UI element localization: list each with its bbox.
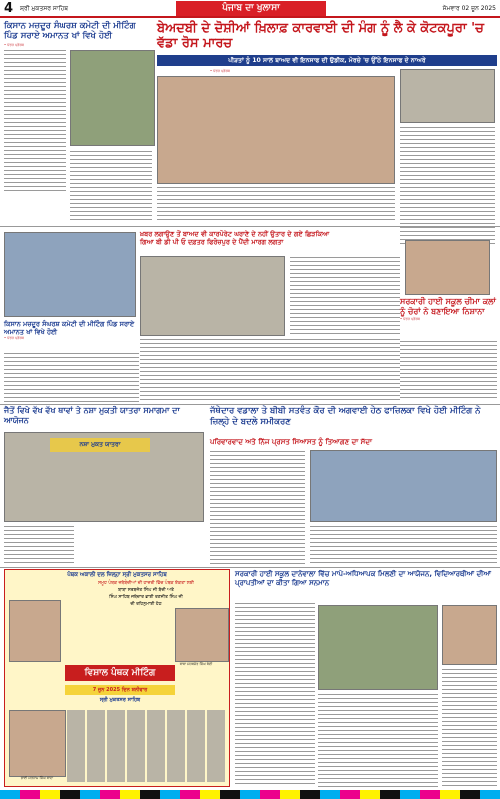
ad-intro-4: ਦੀ ਰਹਿਨੁਮਾਈ ਹੇਠ xyxy=(130,602,162,607)
headline: ਜੈਤੋਂ ਵਿਖੇ ਵੱਖ ਵੱਖ ਥਾਵਾਂ ਤੇ ਨਸ਼ਾ ਮੁਕਤੀ ਯਾਤਰਾ ਸਮਾਗਮਾ ਦਾ ਆਯੋਜਨ xyxy=(4,406,180,425)
byline: • ਪੱਤਰ ਪ੍ਰੇਰਕ xyxy=(400,317,420,321)
person-right-name: ਬਾਬਾ ਸਰਬਜੋਤ ਸਿੰਘ ਬੇਦੀ xyxy=(179,662,213,666)
byline: • ਪੱਤਰ ਪ੍ਰੇਰਕ xyxy=(4,336,24,340)
story-body xyxy=(400,340,497,400)
headline: ਕਿਸਾਨ ਮਜ਼ਦੂਰ ਸੰਘਰਸ਼ ਕਮੇਟੀ ਦੀ ਮੀਟਿੰਗ ਪਿੰਡ ਸਰਾਏ ਅਮਾਨਤ ਖਾਂ ਵਿਖੇ ਹੋਈ xyxy=(4,320,135,336)
masthead xyxy=(0,0,500,18)
page-number: 4 xyxy=(4,1,14,16)
story-body xyxy=(210,450,305,565)
section-title: ਪੰਜਾਬ ਦਾ ਖੁਲਾਸਾ xyxy=(176,1,326,16)
portrait-right xyxy=(175,608,229,662)
portrait-left xyxy=(9,600,61,662)
headline-line-2: ਗਿਆ ਬੀ ਡੀ ਪੀ ਓ ਦਫ਼ਤਰ ਫਿਰੋਜ਼ਪੁਰ ਦੇ ਪੈਂਦੀ ਮਾਰਗ ਲਗਤਾ xyxy=(140,238,284,246)
paper-name: ਸ਼੍ਰੀ ਮੁਕਤਸਰ ਸਾਹਿਬ xyxy=(20,5,69,12)
footer-bar xyxy=(0,790,500,799)
march-photo xyxy=(157,76,395,184)
story-body-2 xyxy=(70,150,152,220)
ad-intro-1: ਸਮੂਹ ਪੰਥਕ ਜਥੇਬੰਦੀਆਂ ਦੀ ਹਾਜ਼ਰੀ ਵਿੱਚ ਪੰਥਕ ਏਕਤਾ ਲਈ xyxy=(98,581,194,586)
story-body xyxy=(4,352,139,402)
ptm-photo xyxy=(318,605,438,690)
headline: ਸਰਕਾਰੀ ਹਾਈ ਸਕੂਲ ਦਾਨੇਵਾਲਾ ਵਿੱਚ ਮਾਪੇ-ਅਧਿਆਪਕ ਮਿਲਣੀ ਦਾ ਆਯੋਜਨ, ਵਿਦਿਆਰਥੀਆਂ ਦੀਆਂ ਪ੍ਰਾਪਤੀਆਂ ਦਾ ਕੀਤਾ ਗਿਆ ਸਨਮਾਨ xyxy=(235,570,491,587)
story-body-2 xyxy=(318,693,438,787)
headline: ਪਰਿਵਾਰਵਾਦ ਅਤੇ ਨਿੱਜ ਪ੍ਰਸਤ ਸਿਆਸਤ ਨੂੰ ਤਿਆਗਣ ਦਾ ਸੱਦਾ xyxy=(210,438,372,446)
reporter-photo xyxy=(405,240,490,295)
headline: ਬੇਅਦਬੀ ਦੇ ਦੋਸ਼ੀਆਂ ਖ਼ਿਲਾਫ਼ ਕਾਰਵਾਈ ਦੀ ਮੰਗ ਨੂੰ ਲੈ ਕੇ ਕੋਟਕਪੂਰਾ 'ਚ ਵੱਡਾ ਰੋਸ ਮਾਰਚ xyxy=(157,21,484,51)
story-school-walls xyxy=(400,297,497,337)
ad-intro-2: ਬਾਬਾ ਸਰਬਜੋਤ ਸਿੰਘ ਜੀ ਬੇਦੀ ਅਤੇ xyxy=(118,588,174,593)
pantic-meeting-ad xyxy=(4,569,230,787)
small-portrait xyxy=(442,605,497,665)
group-photo xyxy=(4,232,136,317)
story-jathedar xyxy=(210,406,497,438)
story-body xyxy=(4,49,66,194)
story-ptm xyxy=(235,570,497,600)
ad-title: ਵਿਸ਼ਾਲ ਪੰਥਕ ਮੀਟਿੰਗ xyxy=(65,665,175,681)
issue-date: ਸੋਮਵਾਰ 02 ਜੂਨ 2025 xyxy=(442,5,496,12)
march-photo-small xyxy=(400,69,495,123)
road-photo xyxy=(140,256,285,336)
headline: ਜੱਥੇਦਾਰ ਵਡਾਲਾ ਤੇ ਬੀਬੀ ਸਤਵੰਤ ਕੌਰ ਦੀ ਅਗਵਾਈ ਹੇਠ ਫਾਜ਼ਿਲਕਾ ਵਿਖੇ ਹੋਈ ਮੀਟਿੰਗ ਨੇ ਜ਼ਿਲ੍ਹੇ ਦੇ ਬਦਲੇ ਸਮੀਕਰਣ xyxy=(210,406,481,427)
meeting-photo xyxy=(70,50,155,146)
story-body-3 xyxy=(140,338,400,402)
story-body xyxy=(235,602,315,787)
jaito-photo xyxy=(4,432,204,522)
byline: • ਪੱਤਰ ਪ੍ਰੇਰਕ xyxy=(210,69,230,73)
story-body-3 xyxy=(442,668,497,787)
subheadline-band: ਪੀੜਤਾਂ ਨੂੰ 10 ਸਾਲ ਬਾਅਦ ਵੀ ਇਨਸਾਫ ਦੀ ਉਡੀਕ, ਮੋਰਚੇ 'ਚ ਉੱਠੇ ਇਨਸਾਫ ਦੇ ਨਾਅਰੇ xyxy=(157,55,497,66)
portrait-bottom xyxy=(9,710,66,777)
meeting-hall-photo xyxy=(310,450,497,522)
ad-venue: ਸ੍ਰੀ ਮੁਕਤਸਰ ਸਾਹਿਬ xyxy=(99,697,141,703)
ad-top-line: ਪੰਥਕ ਅਕਾਲੀ ਦਲ ਜ਼ਿਲ੍ਹਾ ਸ੍ਰੀ ਮੁਕਤਸਰ ਸਾਹਿਬ xyxy=(67,572,167,578)
story-parivar xyxy=(210,438,497,448)
banner-text: ਨਸ਼ਾ ਮੁਕਤ ਯਾਤਰਾ xyxy=(50,438,150,452)
photo-grid xyxy=(67,710,227,782)
headline: ਸਰਕਾਰੀ ਹਾਈ ਸਕੂਲ ਚੀਮਾ ਕਲਾਂ ਨੂੰ ਚੋਰਾਂ ਨੇ ਬਣਾਇਆ ਨਿਸ਼ਾਨਾ xyxy=(400,297,496,316)
ad-date: 7 ਜੂਨ 2025 ਦਿਨ ਸ਼ਨੀਵਾਰ xyxy=(65,685,175,695)
headline-line-1: ਖ਼ਬਰ ਲਗਾਉਣ ਤੋਂ ਬਾਅਦ ਵੀ ਕਾਰਪੋਰੇਟ ਘਰਾਣੇ ਦੇ ਨਹੀਂ ਉਤਾਰ ਦੇ ਗਏ ਛਿੜਕਿਆ xyxy=(140,230,330,238)
story-body xyxy=(290,256,400,336)
ad-intro-3: ਸਿੰਘ ਸਾਹਿਬ ਜਥੇਦਾਰ ਭਾਈ ਰਣਜੀਤ ਸਿੰਘ ਜੀ xyxy=(109,595,183,600)
story-kisan-mid xyxy=(4,320,139,350)
person-left-name: ਭਾਈ ਸਤਨਾਮ ਸਿੰਘ ਬਾਵਾ xyxy=(20,776,54,780)
story-body-2 xyxy=(310,525,497,565)
byline: • ਪੱਤਰ ਪ੍ਰੇਰਕ xyxy=(4,43,24,47)
headline: ਕਿਸਾਨ ਮਜ਼ਦੂਰ ਸੰਘਰਸ਼ ਕਮੇਟੀ ਦੀ ਮੀਟਿੰਗ ਪਿੰਡ ਸਰਾਏ ਅਮਾਨਤ ਖਾਂ ਵਿਖੇ ਹੋਈ xyxy=(4,21,136,41)
story-body xyxy=(4,525,74,565)
story-body-2 xyxy=(157,186,395,220)
